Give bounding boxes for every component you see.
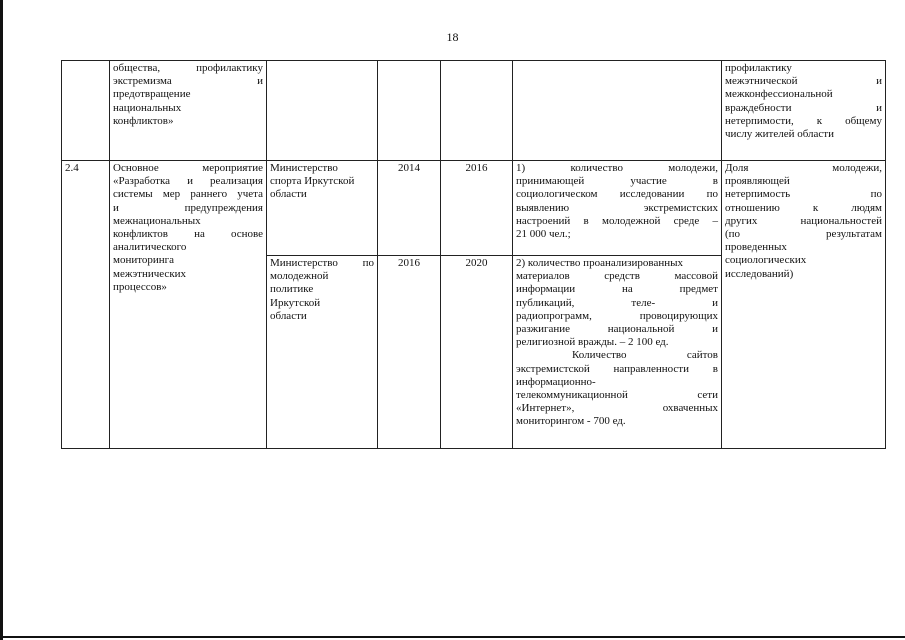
result-2-line: радиопрограмм, провоцирующих: [516, 309, 718, 322]
result-2-line: религиозной вражды. – 2 100 ед.: [516, 336, 669, 349]
table-row-2-4-a: [62, 161, 886, 256]
cell-indicator-2-4: [722, 161, 886, 449]
name-2-4-line: мониторинга: [113, 254, 175, 267]
indicator-prev-line: профилактику: [725, 62, 792, 74]
result-2-line: публикаций, теле- и: [516, 296, 718, 309]
executor-2-line: Министерство по: [270, 257, 374, 269]
cell-num-prev: [62, 61, 110, 161]
executor-2-line: Иркутской: [270, 296, 321, 309]
indicator-2-4-line: социологических: [725, 254, 807, 267]
result-2-extra-line: телекоммуникационной сети: [516, 389, 718, 402]
indicator-2-4-line: проведенных: [725, 241, 787, 254]
result-1-line: настроений в молодежной среде –: [516, 214, 718, 227]
indicator-2-4-line: исследований): [725, 267, 794, 280]
result-1-line: 1) количество молодежи,: [516, 162, 718, 174]
result-2-line: 2) количество проанализированных: [516, 257, 684, 269]
result-2-extra-line: информационно-: [516, 375, 596, 388]
name-2-4-line: системы мер раннего учета: [113, 188, 263, 201]
name-2-4-line: Основное мероприятие: [113, 162, 263, 174]
cell-end-prev: [441, 61, 513, 161]
result-2-extra-line: экстремистской направленности в: [516, 362, 718, 375]
executor-2-line: области: [270, 309, 307, 322]
name-2-4-line: межэтнических: [113, 267, 187, 280]
page-number: 18: [446, 30, 459, 44]
name-prev-line: экстремизма и: [113, 75, 263, 88]
result-2-extra-line: мониторингом - 700 ед.: [516, 415, 626, 428]
name-2-4-line: аналитического: [113, 241, 187, 254]
indicator-2-4-line: нетерпимость по: [725, 188, 882, 201]
cell-indicator-prev: [722, 61, 886, 161]
result-2-line: информации на предмет: [516, 283, 718, 296]
executor-2-line: политике: [270, 283, 314, 296]
executor-1-line: спорта Иркутской: [270, 175, 355, 188]
program-table: [61, 60, 886, 449]
cell-num-2-4: 2.4: [62, 161, 110, 449]
cell-result-1: [513, 161, 722, 256]
cell-result-prev: [513, 61, 722, 161]
indicator-2-4-line: проявляющей: [725, 175, 790, 188]
result-1-line: выявлению экстремистских: [516, 201, 718, 214]
indicator-prev-line: нетерпимости, к общему: [725, 114, 882, 127]
name-2-4-line: процессов»: [113, 280, 167, 293]
name-2-4-line: и предупреждения: [113, 201, 263, 214]
result-2-line: разжигание национальной и: [516, 323, 718, 336]
indicator-prev-line: числу жителей области: [725, 128, 834, 141]
cell-executor-1: [267, 161, 378, 256]
name-prev-line: общества, профилактику: [113, 62, 263, 74]
result-2-extra-line: Количество сайтов: [572, 349, 718, 362]
cell-start-1: 2014: [378, 161, 441, 256]
scan-left-edge-rule: [0, 0, 3, 640]
name-prev-line: национальных: [113, 101, 182, 114]
indicator-prev-line: межэтнической и: [725, 75, 882, 88]
cell-executor-prev: [267, 61, 378, 161]
cell-end-2: 2020: [441, 256, 513, 449]
result-2-line: материалов средств массовой: [516, 270, 718, 283]
indicator-2-4-line: отношению к людям: [725, 201, 882, 214]
executor-1-line: Министерство: [270, 162, 338, 174]
cell-name-prev: [110, 61, 267, 161]
indicator-prev-line: межконфессиональной: [725, 88, 833, 101]
cell-result-2: [513, 256, 722, 449]
name-2-4-line: «Разработка и реализация: [113, 175, 263, 188]
indicator-2-4-line: Доля молодежи,: [725, 162, 882, 174]
name-prev-line: предотвращение: [113, 88, 191, 101]
cell-end-1: 2016: [441, 161, 513, 256]
result-1-line: 21 000 чел.;: [516, 228, 571, 241]
name-2-4-line: межнациональных: [113, 214, 201, 227]
cell-start-prev: [378, 61, 441, 161]
indicator-prev-line: враждебности и: [725, 101, 882, 114]
result-2-extra-line: «Интернет», охваченных: [516, 402, 718, 415]
result-1-line: социологическом исследовании по: [516, 188, 718, 201]
executor-1-line: области: [270, 188, 307, 201]
scan-bottom-edge-rule: [0, 636, 905, 638]
cell-executor-2: [267, 256, 378, 449]
result-1-line: принимающей участие в: [516, 175, 718, 188]
indicator-2-4-line: других национальностей: [725, 214, 882, 227]
table-row-continuation: [62, 61, 886, 161]
cell-name-2-4: [110, 161, 267, 449]
executor-2-line: молодежной: [270, 270, 329, 283]
name-prev-line: конфликтов»: [113, 114, 174, 127]
cell-start-2: 2016: [378, 256, 441, 449]
indicator-2-4-line: (по результатам: [725, 228, 882, 241]
name-2-4-line: конфликтов на основе: [113, 228, 263, 241]
